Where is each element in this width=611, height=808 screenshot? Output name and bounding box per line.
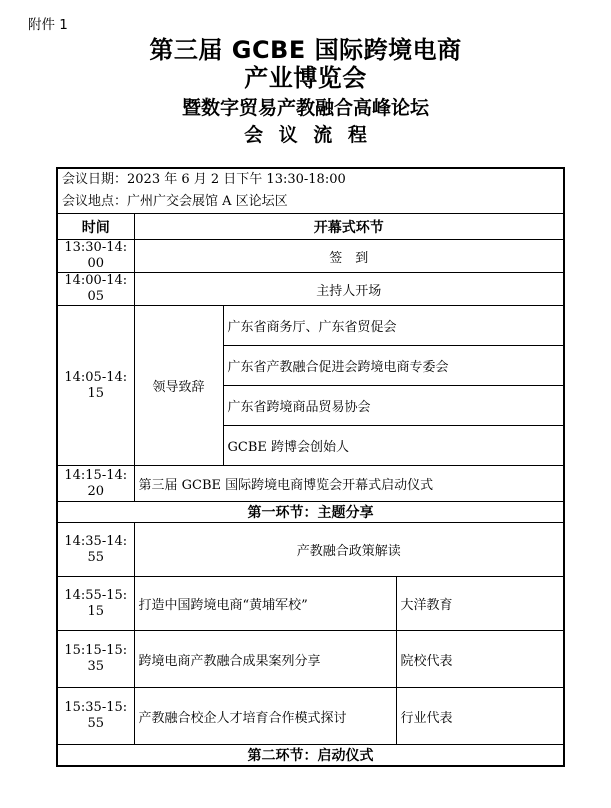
talk-row: [57, 577, 564, 631]
session2-banner: 第二环节：启动仪式: [57, 745, 564, 767]
talk-speaker: 大洋教育: [396, 577, 564, 631]
title-line-3: 暨数字贸易产教融合高峰论坛: [181, 97, 429, 119]
table-header-row: [57, 214, 564, 240]
signin-row: [57, 240, 564, 273]
meeting-info-row: [57, 168, 564, 214]
talk-speaker: 院校代表: [396, 631, 564, 688]
launch-row: [57, 466, 564, 502]
talk-topic: 产教融合校企人才培育合作模式探讨: [134, 688, 396, 745]
talk-row: [57, 631, 564, 688]
leader-speeches-row: [57, 306, 564, 346]
launch-time: 14:15-14:20: [57, 466, 134, 502]
talk-topic: 打造中国跨境电商“黄埔军校”: [134, 577, 396, 631]
launch-activity: 第三届 GCBE 国际跨境电商博览会开幕式启动仪式: [134, 466, 564, 502]
session2-row: [57, 745, 564, 767]
meeting-info-cell: [57, 168, 564, 214]
talk-time: 15:35-15:55: [57, 688, 134, 745]
policy-row: [57, 523, 564, 577]
talk-topic: 跨境电商产教融合成果案列分享: [134, 631, 396, 688]
leader-speeches-time: 14:05-14:15: [57, 306, 134, 466]
policy-time: 14:35-14:55: [57, 523, 134, 577]
meeting-location: 会议地点：广州广交会展馆 A 区论坛区: [62, 194, 288, 209]
policy-activity: 产教融合政策解读: [134, 523, 564, 577]
host-opening-row: [57, 273, 564, 306]
meeting-date: 会议日期：2023 年 6 月 2 日下午 13:30-18:00: [62, 172, 346, 187]
header-session-cell: 开幕式环节: [134, 214, 564, 240]
header-time-cell: 时间: [57, 214, 134, 240]
leader-speech-item: 广东省跨境商品贸易协会: [223, 386, 564, 426]
talk-speaker: 行业代表: [396, 688, 564, 745]
talk-time: 14:55-15:15: [57, 577, 134, 631]
leader-speech-item: 广东省产教融合促进会跨境电商专委会: [223, 346, 564, 386]
title-line-2: 产业博览会: [244, 64, 367, 92]
host-opening-activity: 主持人开场: [134, 273, 564, 306]
page-title: [0, 0, 611, 147]
talk-time: 15:15-15:35: [57, 631, 134, 688]
schedule-table: [56, 167, 565, 767]
signin-activity: 签 到: [134, 240, 564, 273]
host-opening-time: 14:00-14:05: [57, 273, 134, 306]
title-line-4: 会 议 流 程: [244, 124, 367, 146]
session1-banner: 第一环节：主题分享: [57, 502, 564, 523]
session1-row: [57, 502, 564, 523]
attachment-label: 附件 1: [28, 17, 68, 33]
talk-row: [57, 688, 564, 745]
signin-time: 13:30-14:00: [57, 240, 134, 273]
title-line-1: 第三届 GCBE 国际跨境电商: [149, 36, 462, 64]
leader-speeches-label: 领导致辞: [134, 306, 223, 466]
leader-speech-item: 广东省商务厅、广东省贸促会: [223, 306, 564, 346]
leader-speech-item: GCBE 跨博会创始人: [223, 426, 564, 466]
